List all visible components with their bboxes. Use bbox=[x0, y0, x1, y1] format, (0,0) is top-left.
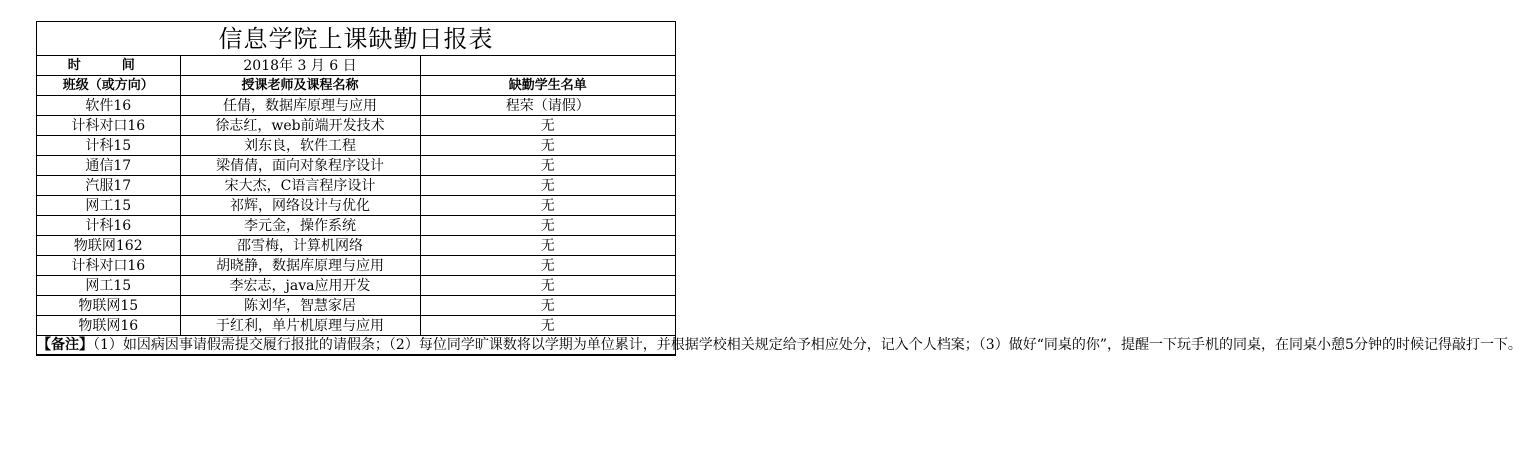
title-row bbox=[37, 22, 675, 56]
teacher-course-cell: 李元金，操作系统 bbox=[180, 216, 420, 236]
teacher-course-cell: 梁倩倩，面向对象程序设计 bbox=[180, 156, 420, 176]
table-row bbox=[37, 116, 675, 136]
table-row bbox=[37, 236, 675, 256]
class-cell: 软件16 bbox=[37, 96, 180, 116]
table-row bbox=[37, 216, 675, 236]
time-row bbox=[37, 56, 675, 76]
notes-text: （1）如因病因事请假需提交履行报批的请假条；（2）每位同学旷课数将以学期为单位累计，并根据学校相关规定给予相应处分，记入个人档案；（3）做好“同桌的你”，提醒一下玩手机的同桌，在同桌小憩5分钟的时候记得敲打一下。 bbox=[93, 337, 1522, 353]
absent-cell: 无 bbox=[420, 116, 675, 136]
teacher-course-cell: 陈刘华，智慧家居 bbox=[180, 296, 420, 316]
class-cell: 汽服17 bbox=[37, 176, 180, 196]
absent-cell: 无 bbox=[420, 196, 675, 216]
table-row bbox=[37, 136, 675, 156]
absent-cell: 无 bbox=[420, 316, 675, 336]
teacher-course-cell: 宋大杰，C语言程序设计 bbox=[180, 176, 420, 196]
table-row bbox=[37, 316, 675, 336]
class-cell: 网工15 bbox=[37, 196, 180, 216]
absent-cell: 无 bbox=[420, 176, 675, 196]
notes-row bbox=[37, 336, 675, 355]
class-cell: 计科对口16 bbox=[37, 116, 180, 136]
class-cell: 通信17 bbox=[37, 156, 180, 176]
attendance-report-sheet bbox=[36, 21, 1522, 356]
table-row bbox=[37, 96, 675, 116]
time-row-blank bbox=[420, 56, 675, 76]
table-row bbox=[37, 176, 675, 196]
notes-cell bbox=[37, 336, 1522, 355]
teacher-course-cell: 于红利，单片机原理与应用 bbox=[180, 316, 420, 336]
absent-cell: 无 bbox=[420, 296, 675, 316]
table-row bbox=[37, 296, 675, 316]
class-cell: 物联网16 bbox=[37, 316, 180, 336]
teacher-course-cell: 祁辉，网络设计与优化 bbox=[180, 196, 420, 216]
absent-cell: 无 bbox=[420, 216, 675, 236]
time-label: 时 间 bbox=[37, 56, 180, 76]
report-date: 2018年 3 月 6 日 bbox=[180, 56, 420, 76]
teacher-course-cell: 胡晓静，数据库原理与应用 bbox=[180, 256, 420, 276]
table-row bbox=[37, 276, 675, 296]
table-row bbox=[37, 156, 675, 176]
absent-cell: 无 bbox=[420, 236, 675, 256]
header-row bbox=[37, 76, 675, 96]
absent-cell: 无 bbox=[420, 136, 675, 156]
class-cell: 计科对口16 bbox=[37, 256, 180, 276]
teacher-course-cell: 邵雪梅，计算机网络 bbox=[180, 236, 420, 256]
attendance-table bbox=[37, 22, 1522, 355]
teacher-course-cell: 李宏志，java应用开发 bbox=[180, 276, 420, 296]
report-title: 信息学院上课缺勤日报表 bbox=[37, 22, 675, 56]
class-cell: 网工15 bbox=[37, 276, 180, 296]
notes-label: 【备注】 bbox=[37, 337, 93, 353]
header-absent: 缺勤学生名单 bbox=[420, 76, 675, 96]
teacher-course-cell: 徐志红，web前端开发技术 bbox=[180, 116, 420, 136]
teacher-course-cell: 刘东良，软件工程 bbox=[180, 136, 420, 156]
table-row bbox=[37, 196, 675, 216]
table-row bbox=[37, 256, 675, 276]
class-cell: 计科16 bbox=[37, 216, 180, 236]
teacher-course-cell: 任倩，数据库原理与应用 bbox=[180, 96, 420, 116]
class-cell: 物联网162 bbox=[37, 236, 180, 256]
class-cell: 物联网15 bbox=[37, 296, 180, 316]
absent-cell: 程荣（请假） bbox=[420, 96, 675, 116]
absent-cell: 无 bbox=[420, 156, 675, 176]
class-cell: 计科15 bbox=[37, 136, 180, 156]
absent-cell: 无 bbox=[420, 256, 675, 276]
absent-cell: 无 bbox=[420, 276, 675, 296]
header-class: 班级（或方向） bbox=[37, 76, 180, 96]
header-teacher-course: 授课老师及课程名称 bbox=[180, 76, 420, 96]
